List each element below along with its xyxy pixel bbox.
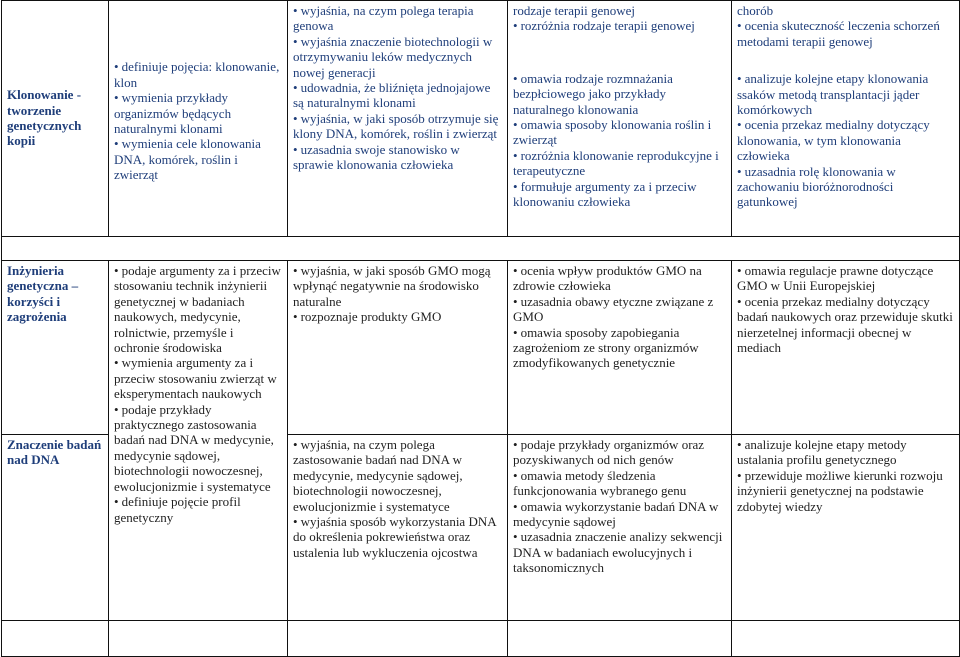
list: [737, 71, 954, 210]
list-item: • analizuje kolejne etapy metody ustalania profilu genetycznego: [737, 437, 907, 468]
table-row: [2, 1, 960, 237]
table-row: [2, 621, 960, 657]
list-item: • rozróżnia rodzaje terapii genowej: [513, 18, 695, 34]
spacer-cell: [2, 237, 960, 261]
requirements-table: [1, 0, 960, 657]
level-4-cell: [732, 1, 960, 237]
topic-cell: Klonowanie - tworzenie genetycznych kopii: [2, 1, 109, 237]
list: [737, 18, 954, 49]
list-item: • ocenia przekaz medialny dotyczący badań naukowych oraz przewiduje skutki nierzetelnej informacji obecnej w mediach: [737, 293, 953, 356]
list-item: • wyjaśnia, w jaki sposób otrzymuje się klony DNA, komórek, roślin i zwierząt: [293, 110, 499, 142]
list-item: • ocenia skuteczność leczenia schorzeń metodami terapii genowej: [737, 18, 940, 49]
level-1-cell: [109, 261, 288, 621]
list-item: • ocenia wpływ produktów GMO na zdrowie człowieka: [513, 263, 702, 294]
list-item: • omawia metody śledzenia funkcjonowania wybranego genu: [513, 467, 687, 499]
list: [513, 437, 726, 576]
empty-cell: [508, 621, 732, 657]
empty-cell: [288, 621, 508, 657]
topic-cell: Znaczenie badań nad DNA: [2, 435, 109, 621]
empty-cell: [2, 621, 109, 657]
list-item: • definiuje pojęcia: klonowanie, klon: [114, 59, 280, 90]
level-2-cell: [288, 435, 508, 621]
list-item: • omawia rodzaje rozmnażania bezpłciowego jako przykłady naturalnego klonowania: [513, 70, 673, 117]
empty-cell: [109, 621, 288, 657]
level-2-cell: [288, 1, 508, 237]
list: [293, 263, 502, 325]
level-3-cell: [508, 435, 732, 621]
empty-cell: [732, 621, 960, 657]
list-item: • podaje argumenty za i przeciw stosowaniu technik inżynierii genetycznej w badaniach naukowych, medycynie, rolnictwie, przemyśle i ochronie środowiska: [114, 263, 281, 356]
list-item: • omawia sposoby klonowania roślin i zwierząt: [513, 117, 712, 148]
list-item: • wyjaśnia, na czym polega zastosowanie badań nad DNA w medycynie, medycynie sądowej, biotechnologii nowoczesnej, ewolucjonizmie i systematyce: [293, 437, 463, 514]
list-item: • wymienia przykłady organizmów będących naturalnymi klonami: [114, 90, 232, 136]
list-item: • wymienia cele klonowania DNA, komórek, roślin i zwierząt: [114, 136, 261, 183]
list: [293, 3, 502, 172]
level-4-cell: [732, 435, 960, 621]
list: [513, 263, 726, 371]
list-item: • ocenia przekaz medialny dotyczący klonowania, w tym klonowania człowieka: [737, 117, 930, 164]
list-item: • analizuje kolejne etapy klonowania ssaków metodą transplantacji jąder komórkowych: [737, 71, 929, 118]
list-item: • omawia sposoby zapobiegania zagrożeniom ze strony organizmów zmodyfikowanych genetycznie: [513, 324, 699, 371]
level-3-cell: [508, 1, 732, 237]
level-3-cell: [508, 261, 732, 435]
list-item: • omawia wykorzystanie badań DNA w medycynie sądowej: [513, 498, 719, 530]
list-item: • definiuje pojęcie profil genetyczny: [114, 494, 241, 525]
list: [114, 59, 282, 182]
list: [513, 18, 726, 33]
list-item: • wyjaśnia znaczenie biotechnologii w otrzymywaniu leków medycznych nowej generacji: [293, 33, 493, 80]
topic-cell: Inżynieria genetyczna – korzyści i zagrożenia: [2, 261, 109, 435]
level-4-cell: [732, 261, 960, 435]
list-item: • uzasadnia rolę klonowania w zachowaniu bioróżnorodności gatunkowej: [737, 163, 896, 210]
level-2-cell: [288, 261, 508, 435]
list-item: • wyjaśnia sposób wykorzystania DNA do określenia pokrewieństwa oraz ustalenia lub wykluczenia ojcostwa: [293, 514, 496, 560]
list: [114, 263, 282, 525]
table-row: [2, 261, 960, 435]
list-item: • udowadnia, że bliźnięta jednojajowe są naturalnymi klonami: [293, 80, 491, 111]
list: [737, 437, 954, 514]
list-item: • podaje przykłady praktycznego zastosowania badań nad DNA w medycynie, medycynie sądowej, biotechnologii nowoczesnej, ewolucjonizmie i systematyce: [114, 401, 274, 494]
list-item: • rozpoznaje produkty GMO: [293, 309, 442, 325]
list-item: • wyjaśnia, w jaki sposób GMO mogą wpłynąć negatywnie na środowisko naturalne: [293, 263, 491, 309]
list-item: • uzasadnia swoje stanowisko w sprawie klonowania człowieka: [293, 141, 460, 173]
list: [513, 71, 726, 210]
list-item: • uzasadnia obawy etyczne związane z GMO: [513, 293, 714, 325]
list: [293, 437, 502, 560]
level-1-cell: [109, 1, 288, 237]
list-item: • formułuje argumenty za i przeciw klonowaniu człowieka: [513, 178, 697, 210]
list: [737, 263, 954, 355]
list-item: • wyjaśnia, na czym polega terapia genowa: [293, 3, 474, 34]
spacer-row: [2, 237, 960, 261]
continued-text: chorób: [737, 3, 774, 18]
list-item: • wymienia argumenty za i przeciw stosowaniu zwierząt w eksperymentach naukowych: [114, 355, 277, 402]
list-item: • uzasadnia znaczenie analizy sekwencji DNA w badaniach ewolucyjnych i taksonomicznych: [513, 529, 723, 576]
list-item: • przewiduje możliwe kierunki rozwoju inżynierii genetycznej na podstawie zdobytej wiedzy: [737, 467, 943, 514]
list-item: • podaje przykłady organizmów oraz pozyskiwanych od nich genów: [513, 437, 705, 468]
continued-text: rodzaje terapii genowej: [513, 3, 635, 18]
list-item: • rozróżnia klonowanie reprodukcyjne i terapeutyczne: [513, 147, 719, 179]
list-item: • omawia regulacje prawne dotyczące GMO w Unii Europejskiej: [737, 263, 934, 294]
